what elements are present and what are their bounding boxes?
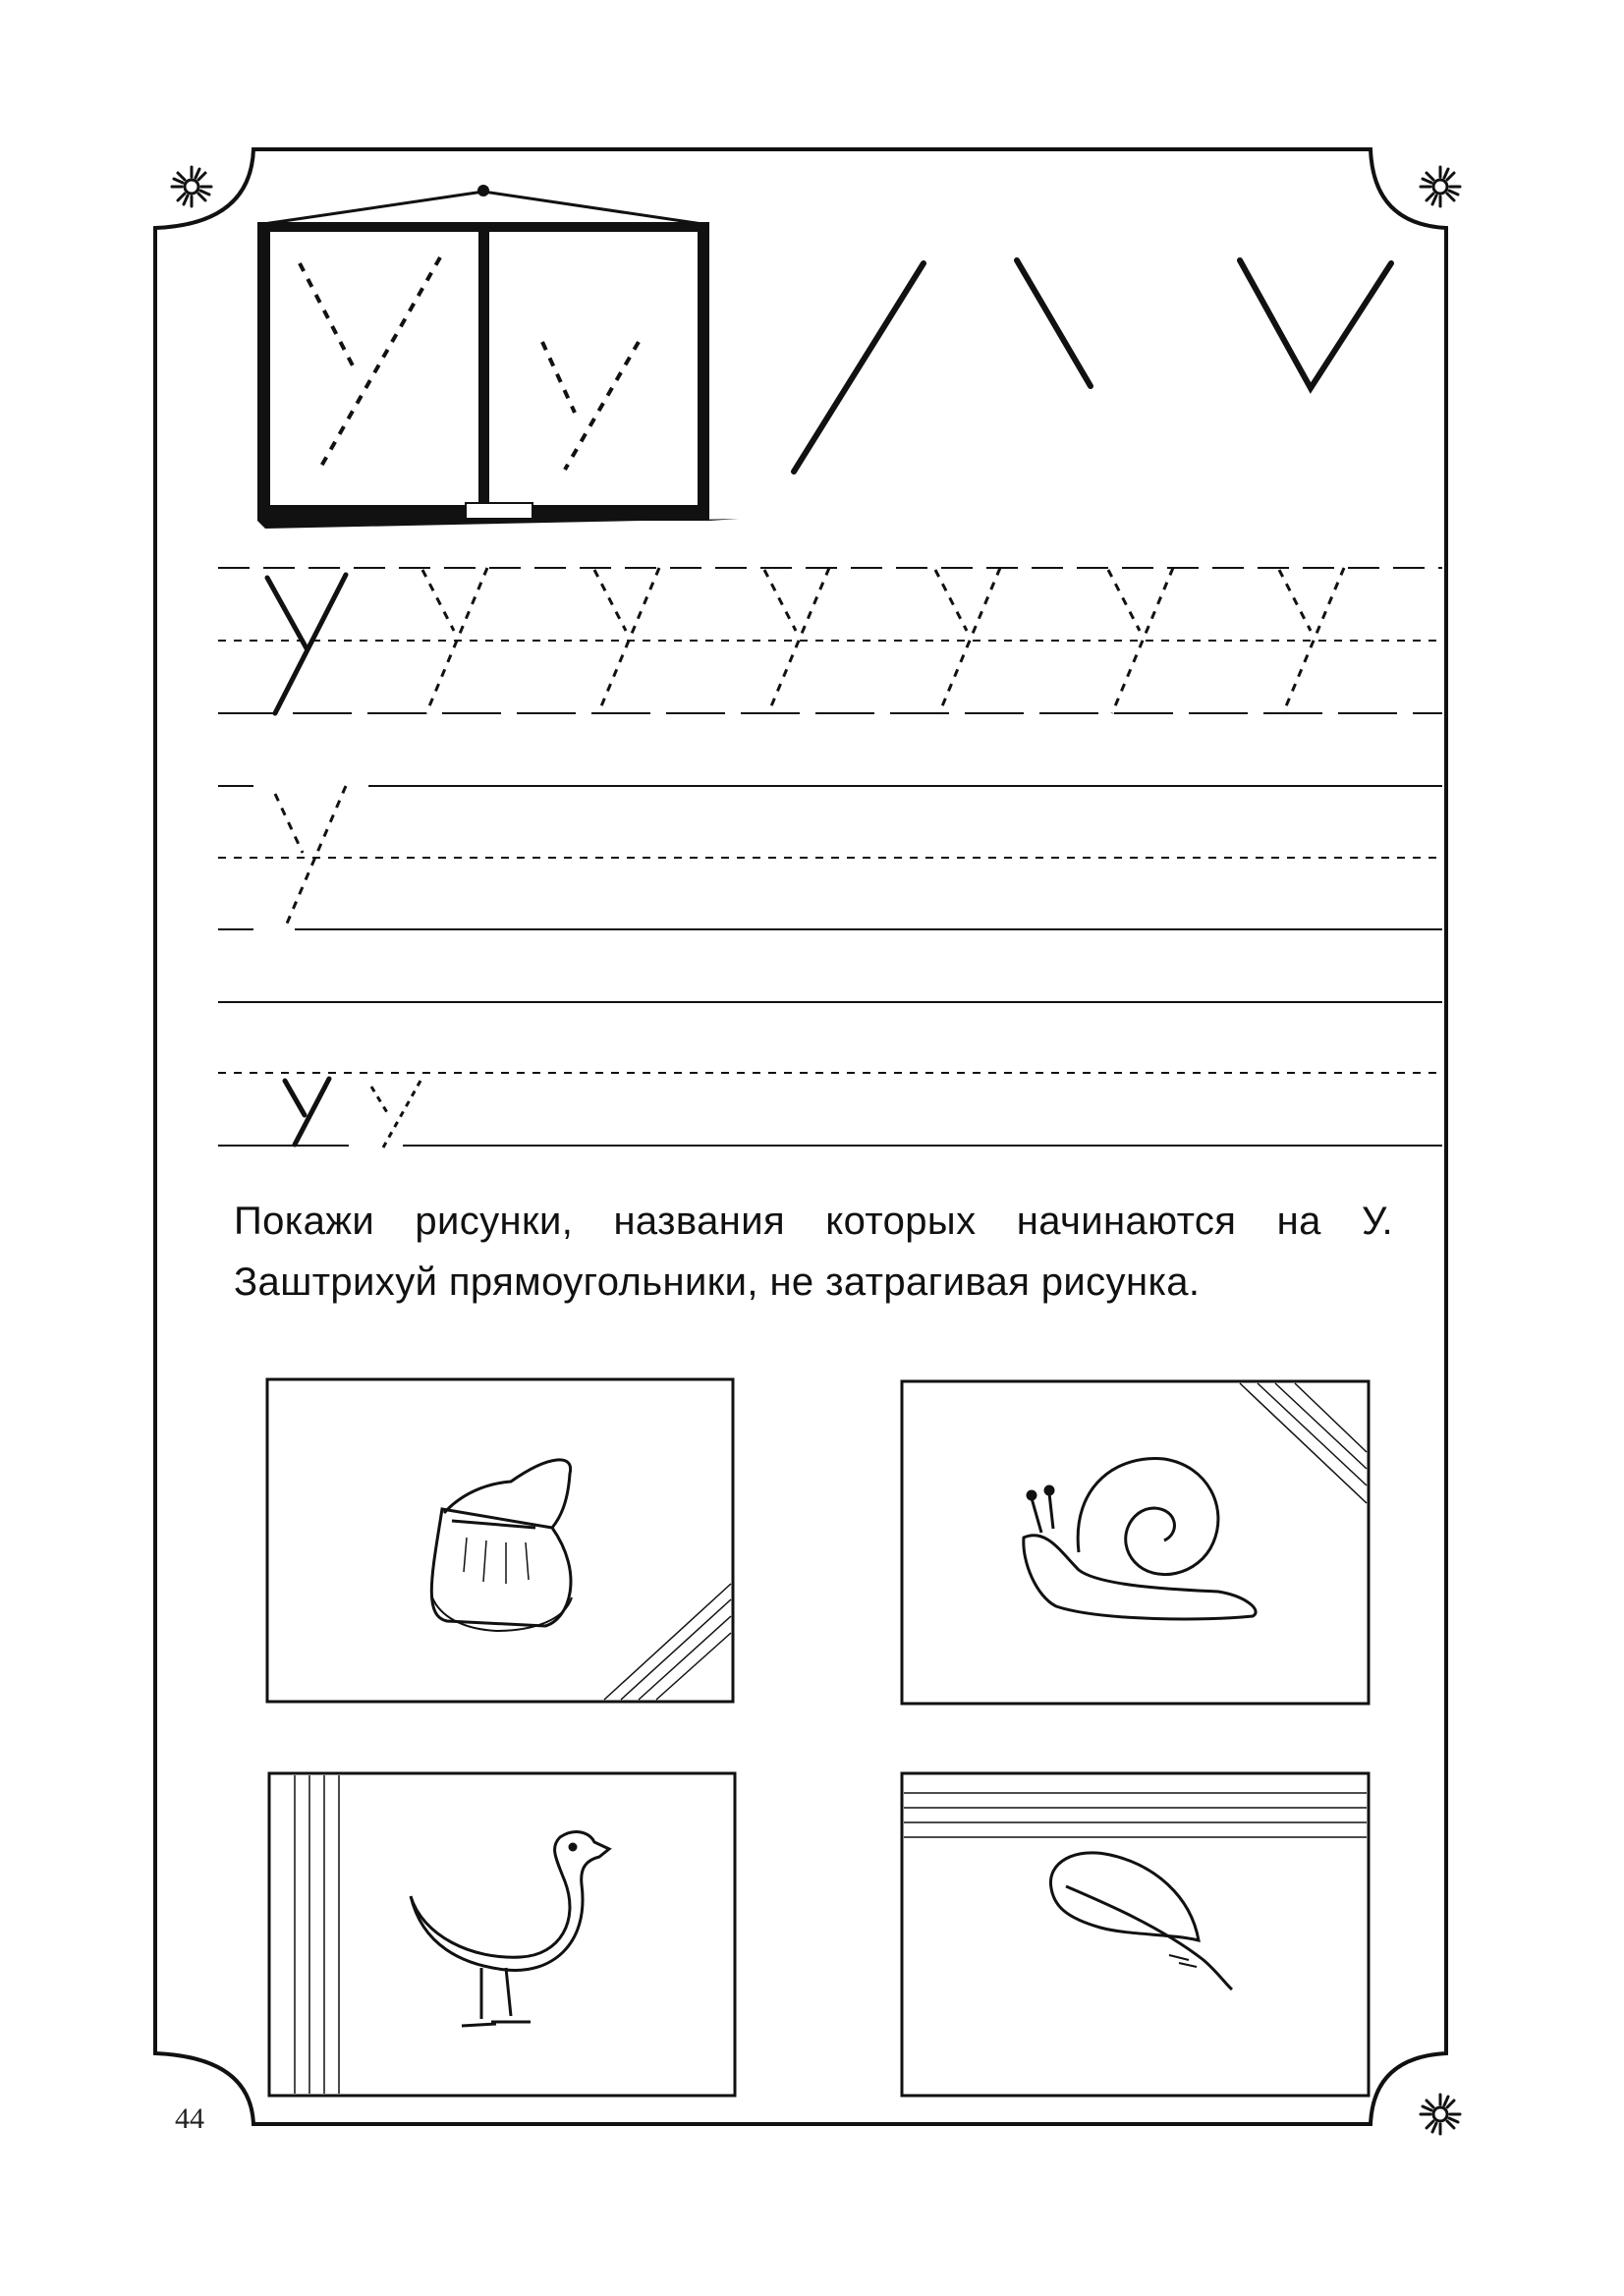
writing-line-set-1 [218,568,1442,713]
instruction-text [234,1191,1393,1313]
sun-icon [1421,2095,1460,2134]
tracing-letter-lower [275,786,346,924]
picture-frame-snail[interactable] [902,1381,1369,1704]
picture-frame-duck[interactable] [269,1773,735,2096]
tracing-stroke [426,568,487,713]
picture-frame-handbag[interactable] [267,1379,733,1702]
sun-icon [172,167,211,206]
sun-icon [1421,167,1460,206]
instruction-paragraph: Покажи рисунки, названия которых начинаются на У. Заштрихуй прямоугольники, не затрагивая рисунка. [234,1200,1393,1304]
page-number: 44 [175,2102,204,2135]
tracing-stroke [1108,570,1140,631]
tracing-stroke [594,570,626,631]
tracing-stroke [422,570,454,631]
letter-sample-upper [267,575,346,713]
stroke-elements [794,260,1391,472]
letter-pair-sample [285,1079,420,1148]
picture-frame-feather[interactable] [902,1773,1369,2096]
tracing-stroke [1279,570,1311,631]
tracing-stroke [935,570,967,631]
writing-line-set-2 [218,786,1442,1002]
chalkboard-illustration [257,185,739,529]
writing-line-set-3 [218,1073,1442,1146]
tracing-stroke [764,570,796,631]
